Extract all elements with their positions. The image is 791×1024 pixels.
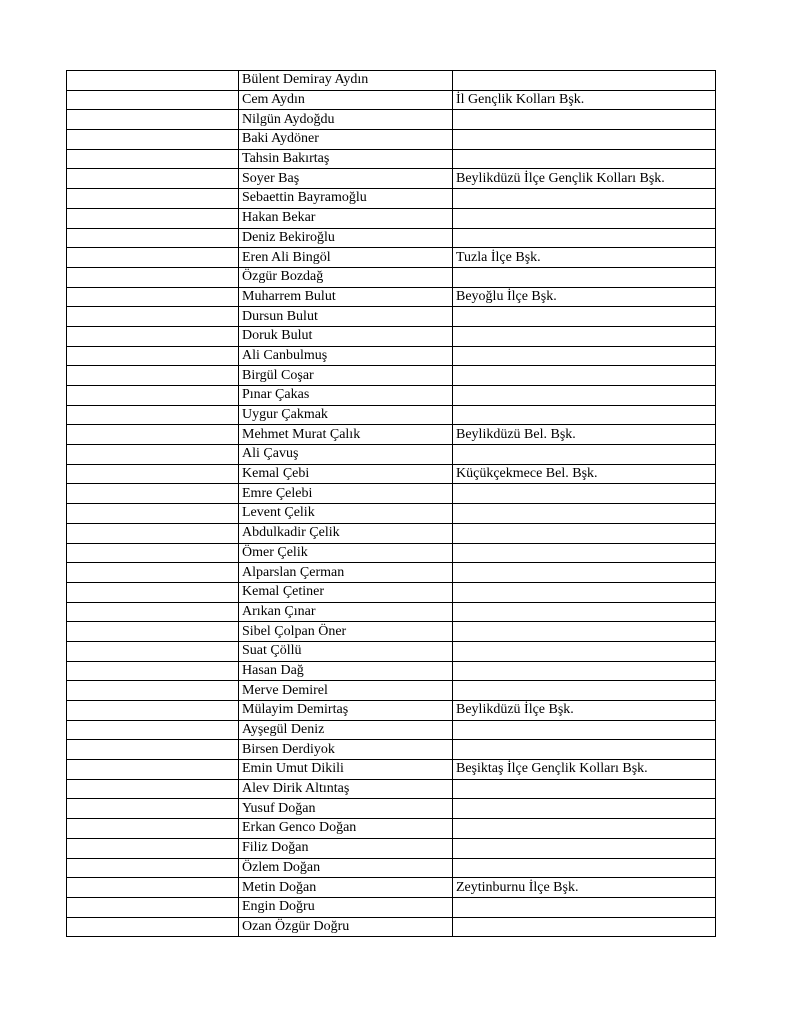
title-cell: Zeytinburnu İlçe Bşk.	[453, 878, 716, 898]
index-cell	[67, 897, 239, 917]
index-cell	[67, 779, 239, 799]
name-cell: Ali Canbulmuş	[239, 346, 453, 366]
name-cell: Engin Doğru	[239, 897, 453, 917]
name-cell: Cem Aydın	[239, 90, 453, 110]
name-cell: Doruk Bulut	[239, 326, 453, 346]
table-row	[67, 445, 716, 465]
table-row	[67, 130, 716, 150]
title-cell	[453, 602, 716, 622]
table-row	[67, 208, 716, 228]
title-cell	[453, 346, 716, 366]
index-cell	[67, 858, 239, 878]
title-cell	[453, 838, 716, 858]
table-row	[67, 838, 716, 858]
table-row	[67, 287, 716, 307]
table-row	[67, 523, 716, 543]
table-row	[67, 346, 716, 366]
name-cell: Deniz Bekiroğlu	[239, 228, 453, 248]
table-row	[67, 799, 716, 819]
index-cell	[67, 740, 239, 760]
name-cell: Birgül Coşar	[239, 366, 453, 386]
title-cell: Beşiktaş İlçe Gençlik Kolları Bşk.	[453, 760, 716, 780]
name-cell: Filiz Doğan	[239, 838, 453, 858]
table-row	[67, 858, 716, 878]
index-cell	[67, 425, 239, 445]
name-cell: Abdulkadir Çelik	[239, 523, 453, 543]
title-cell	[453, 563, 716, 583]
title-cell	[453, 71, 716, 91]
title-cell	[453, 799, 716, 819]
name-cell: Kemal Çebi	[239, 464, 453, 484]
title-cell: Küçükçekmece Bel. Bşk.	[453, 464, 716, 484]
name-cell: Kemal Çetiner	[239, 582, 453, 602]
name-cell: Birsen Derdiyok	[239, 740, 453, 760]
table-row	[67, 248, 716, 268]
title-cell	[453, 504, 716, 524]
index-cell	[67, 484, 239, 504]
title-cell	[453, 445, 716, 465]
table-row	[67, 760, 716, 780]
index-cell	[67, 504, 239, 524]
title-cell	[453, 307, 716, 327]
table-row	[67, 366, 716, 386]
title-cell	[453, 366, 716, 386]
name-cell: Soyer Baş	[239, 169, 453, 189]
index-cell	[67, 208, 239, 228]
name-cell: Özgür Bozdağ	[239, 267, 453, 287]
title-cell	[453, 720, 716, 740]
index-cell	[67, 445, 239, 465]
table-row	[67, 307, 716, 327]
name-cell: Emre Çelebi	[239, 484, 453, 504]
name-cell: Ömer Çelik	[239, 543, 453, 563]
name-cell: Muharrem Bulut	[239, 287, 453, 307]
index-cell	[67, 701, 239, 721]
table-row	[67, 405, 716, 425]
table-row	[67, 90, 716, 110]
name-cell: Mehmet Murat Çalık	[239, 425, 453, 445]
name-cell: Sibel Çolpan Öner	[239, 622, 453, 642]
index-cell	[67, 602, 239, 622]
index-cell	[67, 622, 239, 642]
title-cell	[453, 189, 716, 209]
name-cell: Arıkan Çınar	[239, 602, 453, 622]
index-cell	[67, 326, 239, 346]
name-cell: Suat Çöllü	[239, 641, 453, 661]
name-cell: Mülayim Demirtaş	[239, 701, 453, 721]
title-cell	[453, 779, 716, 799]
index-cell	[67, 90, 239, 110]
table-row	[67, 622, 716, 642]
name-cell: Eren Ali Bingöl	[239, 248, 453, 268]
title-cell	[453, 228, 716, 248]
table-row	[67, 819, 716, 839]
index-cell	[67, 267, 239, 287]
name-cell: Tahsin Bakırtaş	[239, 149, 453, 169]
index-cell	[67, 563, 239, 583]
name-cell: Levent Çelik	[239, 504, 453, 524]
name-cell: Ozan Özgür Doğru	[239, 917, 453, 937]
index-cell	[67, 130, 239, 150]
table-row	[67, 582, 716, 602]
table-row	[67, 720, 716, 740]
title-cell	[453, 484, 716, 504]
name-cell: Emin Umut Dikili	[239, 760, 453, 780]
index-cell	[67, 169, 239, 189]
table-row	[67, 425, 716, 445]
title-cell	[453, 641, 716, 661]
name-cell: Ali Çavuş	[239, 445, 453, 465]
table-row	[67, 326, 716, 346]
index-cell	[67, 110, 239, 130]
table-row	[67, 504, 716, 524]
index-cell	[67, 641, 239, 661]
title-cell	[453, 386, 716, 406]
table-row	[67, 149, 716, 169]
index-cell	[67, 228, 239, 248]
index-cell	[67, 760, 239, 780]
table-row	[67, 386, 716, 406]
title-cell	[453, 523, 716, 543]
table-row	[67, 681, 716, 701]
title-cell	[453, 405, 716, 425]
index-cell	[67, 819, 239, 839]
index-cell	[67, 346, 239, 366]
index-cell	[67, 366, 239, 386]
name-cell: Uygur Çakmak	[239, 405, 453, 425]
title-cell	[453, 622, 716, 642]
table-row	[67, 897, 716, 917]
title-cell: Beyoğlu İlçe Bşk.	[453, 287, 716, 307]
name-cell: Baki Aydöner	[239, 130, 453, 150]
index-cell	[67, 464, 239, 484]
table-row	[67, 641, 716, 661]
index-cell	[67, 248, 239, 268]
index-cell	[67, 838, 239, 858]
document-sheet	[66, 70, 715, 937]
name-cell: Bülent Demiray Aydın	[239, 71, 453, 91]
index-cell	[67, 878, 239, 898]
index-cell	[67, 149, 239, 169]
title-cell: Beylikdüzü İlçe Gençlik Kolları Bşk.	[453, 169, 716, 189]
table-row	[67, 917, 716, 937]
name-cell: Özlem Doğan	[239, 858, 453, 878]
title-cell	[453, 661, 716, 681]
index-cell	[67, 720, 239, 740]
title-cell	[453, 858, 716, 878]
title-cell	[453, 819, 716, 839]
title-cell	[453, 543, 716, 563]
table-row	[67, 228, 716, 248]
name-cell: Hakan Bekar	[239, 208, 453, 228]
name-cell: Yusuf Doğan	[239, 799, 453, 819]
table-row	[67, 71, 716, 91]
name-cell: Ayşegül Deniz	[239, 720, 453, 740]
title-cell: Beylikdüzü İlçe Bşk.	[453, 701, 716, 721]
title-cell	[453, 149, 716, 169]
index-cell	[67, 582, 239, 602]
name-cell: Alev Dirik Altıntaş	[239, 779, 453, 799]
index-cell	[67, 799, 239, 819]
index-cell	[67, 405, 239, 425]
title-cell	[453, 917, 716, 937]
table-row	[67, 779, 716, 799]
table-row	[67, 267, 716, 287]
title-cell	[453, 681, 716, 701]
member-table	[66, 70, 716, 937]
title-cell	[453, 582, 716, 602]
name-cell: Nilgün Aydoğdu	[239, 110, 453, 130]
table-row	[67, 701, 716, 721]
table-row	[67, 602, 716, 622]
name-cell: Metin Doğan	[239, 878, 453, 898]
name-cell: Dursun Bulut	[239, 307, 453, 327]
name-cell: Hasan Dağ	[239, 661, 453, 681]
index-cell	[67, 661, 239, 681]
title-cell	[453, 208, 716, 228]
table-row	[67, 464, 716, 484]
name-cell: Alparslan Çerman	[239, 563, 453, 583]
index-cell	[67, 189, 239, 209]
index-cell	[67, 307, 239, 327]
table-row	[67, 878, 716, 898]
table-row	[67, 661, 716, 681]
index-cell	[67, 287, 239, 307]
title-cell	[453, 740, 716, 760]
index-cell	[67, 681, 239, 701]
table-row	[67, 169, 716, 189]
title-cell	[453, 267, 716, 287]
title-cell	[453, 897, 716, 917]
title-cell: Beylikdüzü Bel. Bşk.	[453, 425, 716, 445]
table-row	[67, 189, 716, 209]
name-cell: Erkan Genco Doğan	[239, 819, 453, 839]
name-cell: Sebaettin Bayramoğlu	[239, 189, 453, 209]
title-cell	[453, 110, 716, 130]
table-row	[67, 740, 716, 760]
index-cell	[67, 71, 239, 91]
table-row	[67, 484, 716, 504]
index-cell	[67, 543, 239, 563]
member-table-body	[67, 71, 716, 937]
name-cell: Pınar Çakas	[239, 386, 453, 406]
index-cell	[67, 523, 239, 543]
index-cell	[67, 917, 239, 937]
name-cell: Merve Demirel	[239, 681, 453, 701]
title-cell	[453, 130, 716, 150]
title-cell	[453, 326, 716, 346]
table-row	[67, 543, 716, 563]
title-cell: Tuzla İlçe Bşk.	[453, 248, 716, 268]
index-cell	[67, 386, 239, 406]
table-row	[67, 563, 716, 583]
title-cell: İl Gençlik Kolları Bşk.	[453, 90, 716, 110]
table-row	[67, 110, 716, 130]
